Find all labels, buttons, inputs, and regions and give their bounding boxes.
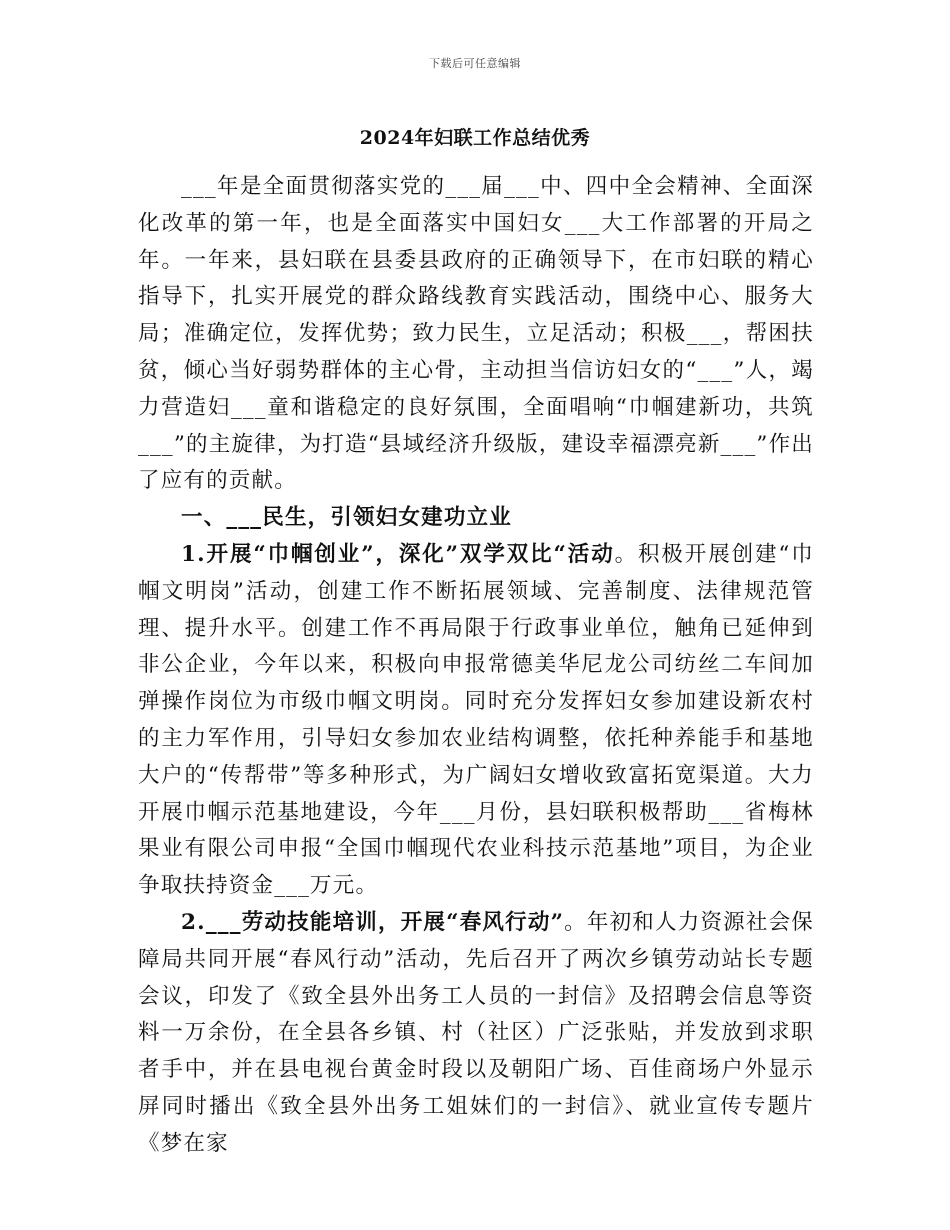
document-title: 2024年妇联工作总结优秀 [359, 127, 591, 149]
section-heading-1: 一、___民生，引领妇女建功立业 [181, 505, 512, 531]
item-1-body: 。积极开展创建“巾帼文明岗”活动，创建工作不断拓展领域、完善制度、法律规范管理、提升水平。创建工作不再局限于行政事业单位，触角已延伸到非公企业，今年以来，积极向申报常德美华尼龙公司纺丝二车间加弹操作岗位为市级巾帼文明岗。同时充分发挥妇女参加建设新农村的主力军作用，引导妇女参加农业结构调整，依托种养能手和基地大户的“传帮带”等多种形式，为广阔妇女增收致富拓宽渠道。大力开展巾帼示范基地建设，今年___月份，县妇联积极帮助___省梅林果业有限公司申报“全国巾帼现代农业科技示范基地”项目，为企业争取扶持资金___万元。 [138, 541, 814, 899]
item-2-paragraph [138, 905, 814, 1163]
item-2-body: 。年初和人力资源社会保障局共同开展“春风行动”活动，先后召开了两次乡镇劳动站长专题会议，印发了《致全县外出务工人员的一封信》及招聘会信息等资料一万余份，在全县各乡镇、村（社区）广泛张贴，并发放到求职者手中，并在县电视台黄金时段以及朝阳广场、百佳商场户外显示屏同时播出《致全县外出务工姐妹们的一封信》、就业宣传专题片《梦在家 [138, 909, 814, 1156]
item-1-paragraph [138, 537, 814, 905]
item-1-lead: 1.开展“巾帼创业”，深化”双学双比“活动 [181, 541, 615, 567]
item-2-lead: 2.___劳动技能培训，开展“春风行动” [181, 909, 565, 935]
document-body [138, 169, 814, 1163]
intro-paragraph: ___年是全面贯彻落实党的___届___中、四中全会精神、全面深化改革的第一年，也是全面落实中国妇女___大工作部署的开局之年。一年来，县妇联在县委县政府的正确领导下，在市妇联的精心指导下，扎实开展党的群众路线教育实践活动，围绕中心、服务大局；准确定位，发挥优势；致力民生，立足活动；积极___，帮困扶贫，倾心当好弱势群体的主心骨，主动担当信访妇女的“___”人，竭力营造妇___童和谐稳定的良好氛围，全面唱响“巾帼建新功，共筑___”的主旋律，为打造“县域经济升级版，建设幸福漂亮新___”作出了应有的贡献。 [138, 174, 814, 494]
header-note: 下载后可任意编辑 [429, 57, 521, 70]
